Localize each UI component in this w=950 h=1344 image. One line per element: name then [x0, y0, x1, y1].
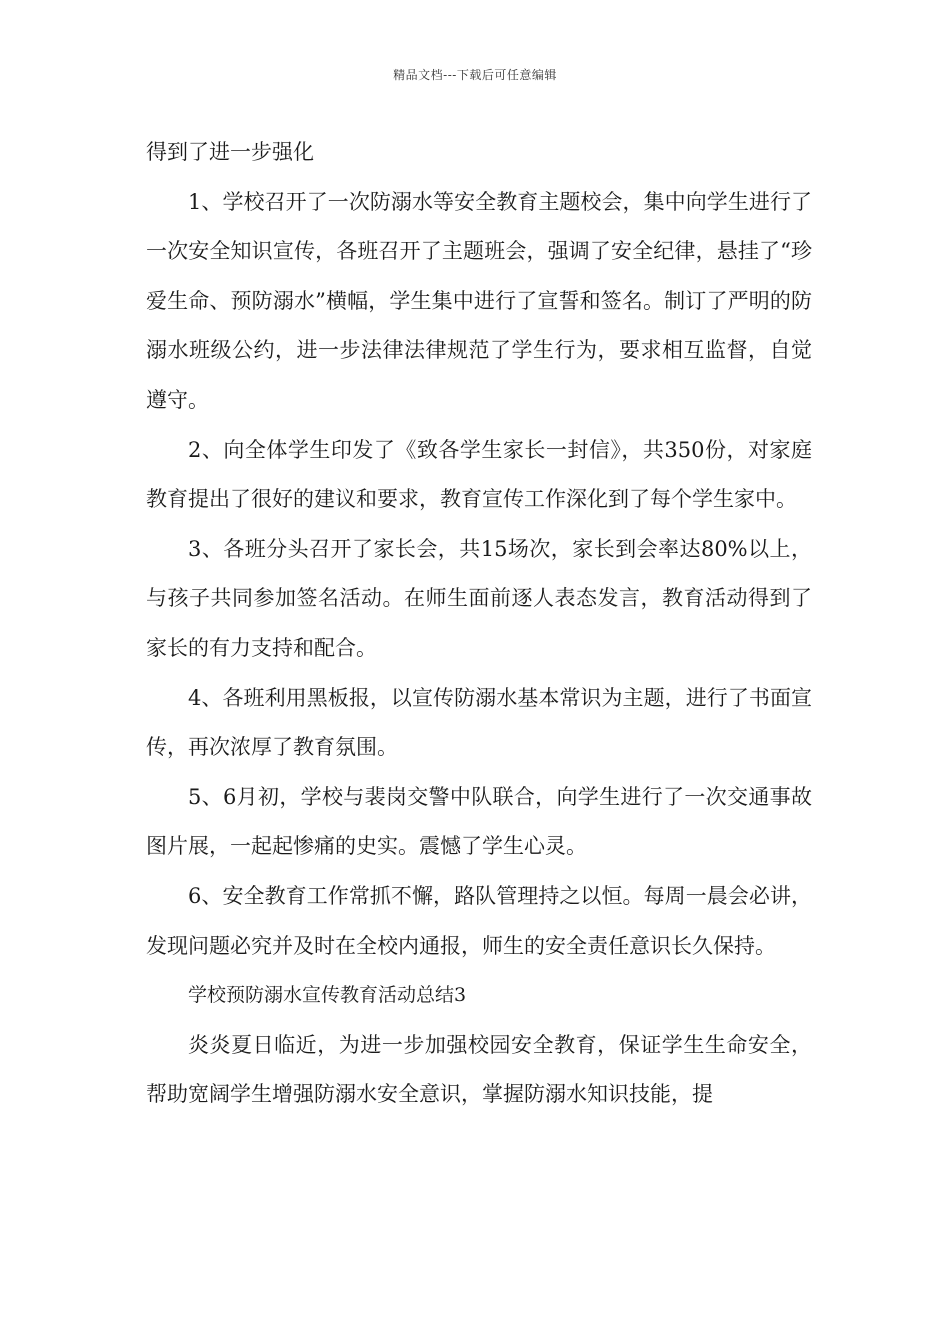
- paragraph-item-5: 5、6月初，学校与裴岗交警中队联合，向学生进行了一次交通事故图片展，一起起惨痛的史实。震憾了学生心灵。: [146, 784, 812, 859]
- paragraph-item-6: 6、安全教育工作常抓不懈，路队管理持之以恒。每周一晨会必讲，发现问题必究并及时在全校内通报，师生的安全责任意识长久保持。: [146, 883, 812, 958]
- paragraph-item-4: 4、各班利用黑板报，以宣传防溺水基本常识为主题，进行了书面宣传，再次浓厚了教育氛围。: [146, 685, 812, 760]
- page-header: 精品文档---下载后可任意编辑: [393, 68, 557, 82]
- paragraph-item-1: 1、学校召开了一次防溺水等安全教育主题校会，集中向学生进行了一次安全知识宣传，各班召开了主题班会，强调了安全纪律，悬挂了“珍爱生命、预防溺水”横幅，学生集中进行了宣誓和签名。制订了严明的防溺水班级公约，进一步法律法律规范了学生行为，要求相互监督，自觉遵守。: [146, 189, 812, 412]
- document-body: [146, 128, 812, 1120]
- paragraph-intro: 炎炎夏日临近，为进一步加强校园安全教育，保证学生生命安全，帮助宽阔学生增强防溺水安全意识，掌握防溺水知识技能，提: [146, 1032, 812, 1107]
- paragraph-continuation: 得到了进一步强化: [146, 140, 314, 164]
- paragraph-item-3: 3、各班分头召开了家长会，共15场次，家长到会率达80%以上，与孩子共同参加签名活动。在师生面前逐人表态发言，教育活动得到了家长的有力支持和配合。: [146, 536, 812, 660]
- paragraph-item-2: 2、向全体学生印发了《致各学生家长一封信》，共350份，对家庭教育提出了很好的建议和要求，教育宣传工作深化到了每个学生家中。: [146, 437, 812, 512]
- section-heading: 学校预防溺水宣传教育活动总结3: [188, 984, 467, 1007]
